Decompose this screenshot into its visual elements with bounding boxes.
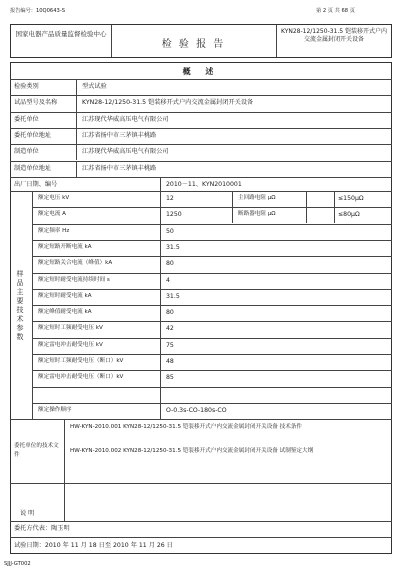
report-title: 检 验 报 告 — [161, 39, 226, 50]
sampling-rep: 委托方代表：陶玉明 — [14, 525, 70, 532]
param-name: 额定电流 A — [38, 211, 66, 218]
test-date: 试验日期：2010 年 11 月 18 日至 2010 年 11 月 26 日 — [14, 542, 173, 549]
param-value: O-0.3s-CO-180s-CO — [166, 406, 227, 414]
summary-value: 江苏现代华威高压电气有限公司 — [82, 148, 169, 156]
param-value: 75 — [166, 341, 174, 349]
param-value: 31.5 — [166, 243, 180, 251]
summary-value: 型式试验 — [82, 83, 107, 90]
param-name: 额定短路开断电流 kA — [38, 243, 92, 250]
param-name: 额定短时工频耐受电压（断口）kV — [38, 358, 124, 364]
product-name: KYN28-12/1250-31.5 铠装移开式户内交流金属封闭开关设备 — [280, 28, 388, 44]
summary-value: 江苏省扬中市三茅镇丰桃路 — [82, 164, 157, 172]
factory-value: 2010－11、KYN2010001 — [166, 181, 242, 188]
remarks-label: 说 明 — [20, 510, 35, 517]
summary-label: 制造单位 — [14, 148, 39, 156]
param-name: 额定短时耐受电流持续时间 s — [38, 276, 110, 283]
main-table — [10, 62, 392, 554]
resistance-value: ≤80μΩ — [338, 211, 360, 219]
param-value: 4 — [166, 276, 170, 284]
summary-label: 试品型号及名称 — [14, 99, 58, 107]
param-name: 额定频率 Hz — [38, 227, 70, 234]
params-label: 样品主要技术参数 — [16, 270, 25, 342]
param-value: 31.5 — [166, 292, 180, 300]
page-number: 第 2 页 共 68 页 — [316, 8, 355, 14]
param-name: 额定雷电冲击耐受电压 kV — [38, 341, 103, 348]
param-name: 额定短时耐受电流 kA — [38, 292, 92, 299]
param-name: 额定电压 kV — [38, 195, 70, 201]
param-value: 50 — [166, 227, 174, 235]
param-value: 42 — [166, 325, 174, 333]
doc-1: HW-KYN-2010.001 KYN28-12/1250-31.5 铠装移开式户内交流金属封闭开关设备 技术条件 — [70, 424, 303, 430]
summary-value: 江苏省扬中市三茅镇丰桃路 — [82, 131, 157, 139]
factory-label: 出厂日期、编号 — [14, 181, 58, 188]
docs-label: 委托单位的技术文件 — [14, 443, 59, 458]
param-name: 额定短路关合电流（峰值）kA — [38, 260, 113, 267]
summary-value: 江苏现代华威高压电气有限公司 — [82, 115, 169, 123]
resistance-name: 断路器电阻 μΩ — [238, 211, 276, 218]
resistance-name: 主回路电阻 μΩ — [238, 195, 276, 201]
form-code: SJJJ-GT002 — [4, 561, 31, 567]
summary-label: 检验类别 — [14, 83, 39, 90]
param-value: 80 — [166, 260, 174, 268]
doc-2: HW-KYN-2010.002 KYN28-12/1250-31.5 铠装移开式户内交流金属封闭开关设备 试制鉴定大纲 — [70, 448, 314, 454]
param-name: 额定操作顺序 — [38, 406, 72, 413]
report-header — [10, 24, 392, 58]
section-title: 概 述 — [182, 67, 220, 76]
summary-value: KYN28-12/1250-31.5 铠装移开式户内交流金属封闭开关设备 — [82, 99, 254, 107]
summary-label: 委托单位 — [14, 115, 39, 123]
org-name: 国家电器产品质量监督检验中心 — [15, 30, 107, 38]
summary-label: 委托单位地址 — [14, 131, 52, 139]
resistance-value: ≤150μΩ — [338, 195, 364, 202]
param-value: 85 — [166, 374, 174, 382]
param-value: 48 — [166, 358, 174, 365]
report-number: 报告编号：10Q0643-S — [10, 8, 65, 14]
summary-label: 制造单位地址 — [14, 164, 52, 172]
param-value: 1250 — [166, 211, 182, 219]
param-name: 额定雷电冲击耐受电压（断口）kV — [38, 374, 124, 381]
param-value: 12 — [166, 195, 174, 202]
param-value: 80 — [166, 309, 174, 317]
param-name: 额定短时工频耐受电压 kV — [38, 325, 103, 332]
param-name: 额定峰值耐受电流 kA — [38, 309, 92, 316]
